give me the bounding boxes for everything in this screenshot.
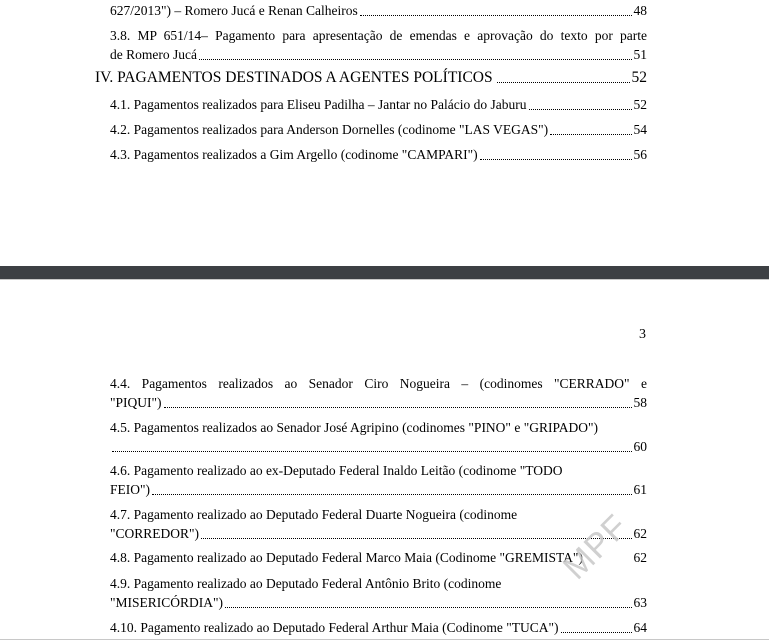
toc-entry-text: FEIO") bbox=[110, 482, 151, 497]
toc-entry-4-8[interactable] bbox=[110, 548, 647, 567]
toc-entry-4-4[interactable] bbox=[110, 374, 647, 412]
toc-page-number: 54 bbox=[633, 122, 647, 137]
toc-entry-text: 4.10. Pagamento realizado ao Deputado Federal Arthur Maia (Codinome "TUCA") bbox=[110, 620, 559, 635]
toc-entry-text: "MISERICÓRDIA") bbox=[110, 595, 224, 610]
toc-entry-4-5[interactable] bbox=[110, 418, 647, 456]
toc-entry-4-10[interactable] bbox=[110, 618, 647, 637]
toc-page-number: 61 bbox=[633, 482, 647, 497]
mpf-watermark: MPF bbox=[556, 507, 636, 587]
toc-leader-dots bbox=[480, 155, 632, 160]
toc-entry-text: 3.8. MP 651/14– Pagamento para apresentação de emendas e aprovação do texto por parte bbox=[110, 28, 647, 43]
toc-page-number: 52 bbox=[633, 97, 647, 112]
toc-section-iv[interactable] bbox=[95, 68, 647, 88]
toc-page-number: 60 bbox=[633, 439, 647, 454]
toc-entry-text: 4.1. Pagamentos realizados para Eliseu Padilha – Jantar no Palácio do Jaburu bbox=[110, 97, 527, 112]
toc-leader-dots bbox=[360, 11, 632, 16]
toc-page-number: 62 bbox=[633, 550, 647, 565]
toc-entry-text: 4.2. Pagamentos realizados para Anderson Dornelles (codinome "LAS VEGAS") bbox=[110, 122, 549, 137]
toc-page-number: 58 bbox=[633, 395, 647, 410]
toc-page-number: 52 bbox=[631, 69, 647, 86]
toc-entry-text: 4.5. Pagamentos realizados ao Senador José Agripino (codinomes "PINO" e "GRIPADO") bbox=[110, 420, 598, 435]
toc-leader-dots bbox=[550, 130, 631, 135]
toc-page-number: 62 bbox=[633, 526, 647, 541]
toc-entry-4-7[interactable] bbox=[110, 505, 647, 543]
toc-entry-4-3[interactable] bbox=[110, 145, 647, 164]
toc-leader-dots bbox=[497, 78, 630, 83]
toc-entry-4-1[interactable] bbox=[110, 95, 647, 114]
toc-entry-text: "PIQUI") bbox=[110, 395, 162, 410]
toc-entry-text: 4.3. Pagamentos realizados a Gim Argello (codinome "CAMPARI") bbox=[110, 147, 478, 162]
page-bottom-border bbox=[0, 639, 769, 640]
toc-page-number: 64 bbox=[633, 620, 647, 635]
toc-leader-dots bbox=[585, 559, 632, 563]
toc-entry-text: de Romero Jucá bbox=[110, 47, 197, 62]
page-top-border bbox=[0, 279, 769, 280]
toc-page-number: 63 bbox=[633, 595, 647, 610]
toc-leader-dots bbox=[201, 534, 631, 539]
toc-leader-dots bbox=[164, 403, 632, 408]
toc-entry-3-7[interactable] bbox=[110, 1, 647, 20]
toc-section-title: IV. PAGAMENTOS DESTINADOS A AGENTES POLÍTICOS bbox=[95, 69, 493, 86]
page-number: 3 bbox=[639, 327, 646, 342]
toc-entry-text: 4.6. Pagamento realizado ao ex-Deputado Federal Inaldo Leitão (codinome "TODO bbox=[110, 463, 563, 478]
toc-entry-3-8[interactable] bbox=[110, 26, 647, 64]
toc-entry-text: 4.8. Pagamento realizado ao Deputado Federal Marco Maia (Codinome "GREMISTA") bbox=[110, 550, 583, 565]
toc-leader-dots bbox=[529, 105, 632, 110]
toc-entry-4-9[interactable] bbox=[110, 574, 647, 612]
toc-page-number: 56 bbox=[633, 147, 647, 162]
toc-leader-dots bbox=[112, 447, 632, 452]
toc-entry-text: 4.7. Pagamento realizado ao Deputado Federal Duarte Nogueira (codinome bbox=[110, 507, 518, 522]
page-separator bbox=[0, 266, 769, 279]
toc-entry-4-6[interactable] bbox=[110, 461, 647, 499]
toc-page-number: 48 bbox=[633, 3, 647, 18]
toc-entry-text: 4.9. Pagamento realizado ao Deputado Federal Antônio Brito (codinome bbox=[110, 576, 502, 591]
document-page-previous bbox=[0, 0, 769, 266]
toc-entry-text: 4.4. Pagamentos realizados ao Senador Ciro Nogueira – (codinomes "CERRADO" e bbox=[110, 376, 647, 391]
toc-page-number: 51 bbox=[633, 47, 647, 62]
toc-entry-text: "CORREDOR") bbox=[110, 526, 200, 541]
toc-leader-dots bbox=[152, 490, 631, 495]
toc-leader-dots bbox=[225, 603, 631, 608]
toc-entry-4-2[interactable] bbox=[110, 120, 647, 139]
toc-leader-dots bbox=[199, 55, 632, 60]
toc-entry-text: 627/2013") – Romero Jucá e Renan Calheiros bbox=[110, 3, 358, 18]
toc-leader-dots bbox=[561, 628, 632, 633]
